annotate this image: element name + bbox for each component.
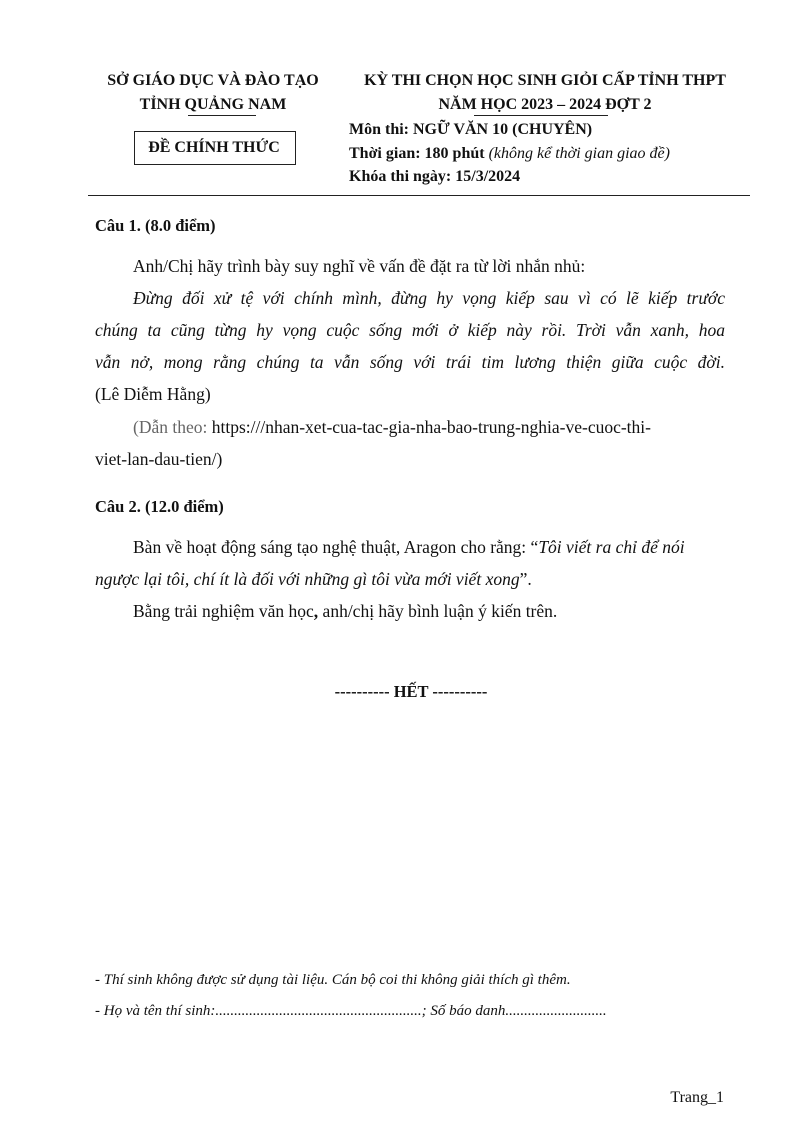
header-divider (88, 195, 750, 196)
end-mark: ---------- HẾT ---------- (334, 682, 488, 701)
footer-note-1: - Thí sinh không được sử dụng tài liệu. Cán bộ coi thi không giải thích gì thêm. (95, 972, 571, 988)
aragon-quote-part-1: Tôi viết ra chỉ để nói (538, 537, 685, 557)
school-year: NĂM HỌC 2023 – 2024 ĐỢT 2 (438, 96, 652, 113)
source-url-part-1: https:///nhan-xet-cua-tac-gia-nha-bao-trung-nghia-ve-cuoc-thi- (211, 417, 651, 437)
subject-line: Môn thi: NGỮ VĂN 10 (CHUYÊN) (349, 121, 593, 138)
aragon-quote-part-2: ngược lại tôi, chí ít là đối với những gì tôi vừa mới viết xong (95, 569, 520, 589)
province-underline (188, 115, 256, 116)
question-2-line-3 (133, 601, 557, 622)
source-url-part-2: viet-lan-dau-tien/) (95, 449, 223, 469)
page-number: Trang_1 (670, 1089, 724, 1106)
time-line (349, 143, 670, 165)
question-2-title: Câu 2. (12.0 điểm) (95, 497, 224, 516)
province-name: TỈNH QUẢNG NAM (139, 96, 287, 113)
question-1-title: Câu 1. (8.0 điểm) (95, 216, 216, 235)
question-1-intro: Anh/Chị hãy trình bày suy nghĩ về vấn đề đặt ra từ lời nhắn nhủ: (133, 256, 586, 276)
source-label: (Dẫn theo: (133, 417, 208, 437)
official-label: ĐỀ CHÍNH THỨC (148, 139, 280, 156)
time-note: (không kể thời gian giao đề) (488, 145, 670, 162)
question-2-task-start: Bằng trải nghiệm văn học (133, 601, 314, 621)
source-line (133, 417, 651, 438)
quote-author: (Lê Diễm Hằng) (95, 384, 211, 404)
question-2-task-comma: , (313, 601, 319, 621)
exam-date: Khóa thi ngày: 15/3/2024 (349, 168, 521, 185)
footer-note-2: - Họ và tên thí sinh:.......................................................; Số báo danh........................... (95, 1003, 607, 1019)
quote-line-3: vẫn nở, mong rằng chúng ta vẫn sống với trái tim lương thiện giữa cuộc đời. (95, 352, 725, 372)
quote-line-2: chúng ta cũng từng hy vọng cuộc sống mới ở kiếp này rồi. Trời vẫn xanh, hoa (95, 320, 725, 340)
quote-line-1: Đừng đối xử tệ với chính mình, đừng hy vọng kiếp sau vì có lẽ kiếp trước (133, 288, 725, 308)
question-2-line-1 (133, 537, 685, 558)
school-year-underline (474, 115, 608, 116)
question-2-line-2 (95, 569, 532, 590)
exam-title: KỲ THI CHỌN HỌC SINH GIỎI CẤP TỈNH THPT (364, 72, 726, 89)
question-2-task-end: anh/chị hãy bình luận ý kiến trên. (318, 601, 558, 621)
quote-close: ”. (519, 569, 532, 589)
time-duration: Thời gian: 180 phút (349, 145, 485, 162)
question-2-prompt: Bàn về hoạt động sáng tạo nghệ thuật, Aragon cho rằng: “ (133, 537, 539, 557)
department-name: SỞ GIÁO DỤC VÀ ĐÀO TẠO (107, 72, 319, 89)
